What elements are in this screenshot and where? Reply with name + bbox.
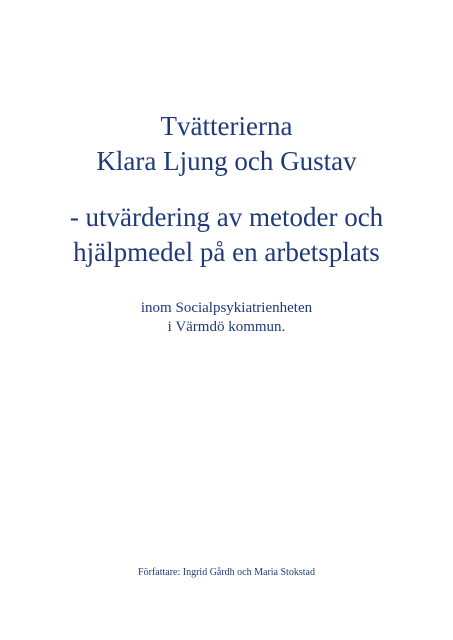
title-line-3: - utvärdering av metoder och [69, 202, 384, 232]
title-line-2: Klara Ljung och Gustav [96, 146, 357, 176]
subtitle-line-2: i Värmdö kommun. [167, 319, 286, 335]
authors-line: Författare: Ingrid Gårdh och Maria Stokstad [138, 567, 315, 578]
subtitle-line-1: inom Socialpsykiatrienheten [140, 300, 313, 316]
title-line-4: hjälpmedel på en arbetsplats [73, 237, 380, 267]
title-line-1: Tvätterierna [160, 111, 293, 141]
